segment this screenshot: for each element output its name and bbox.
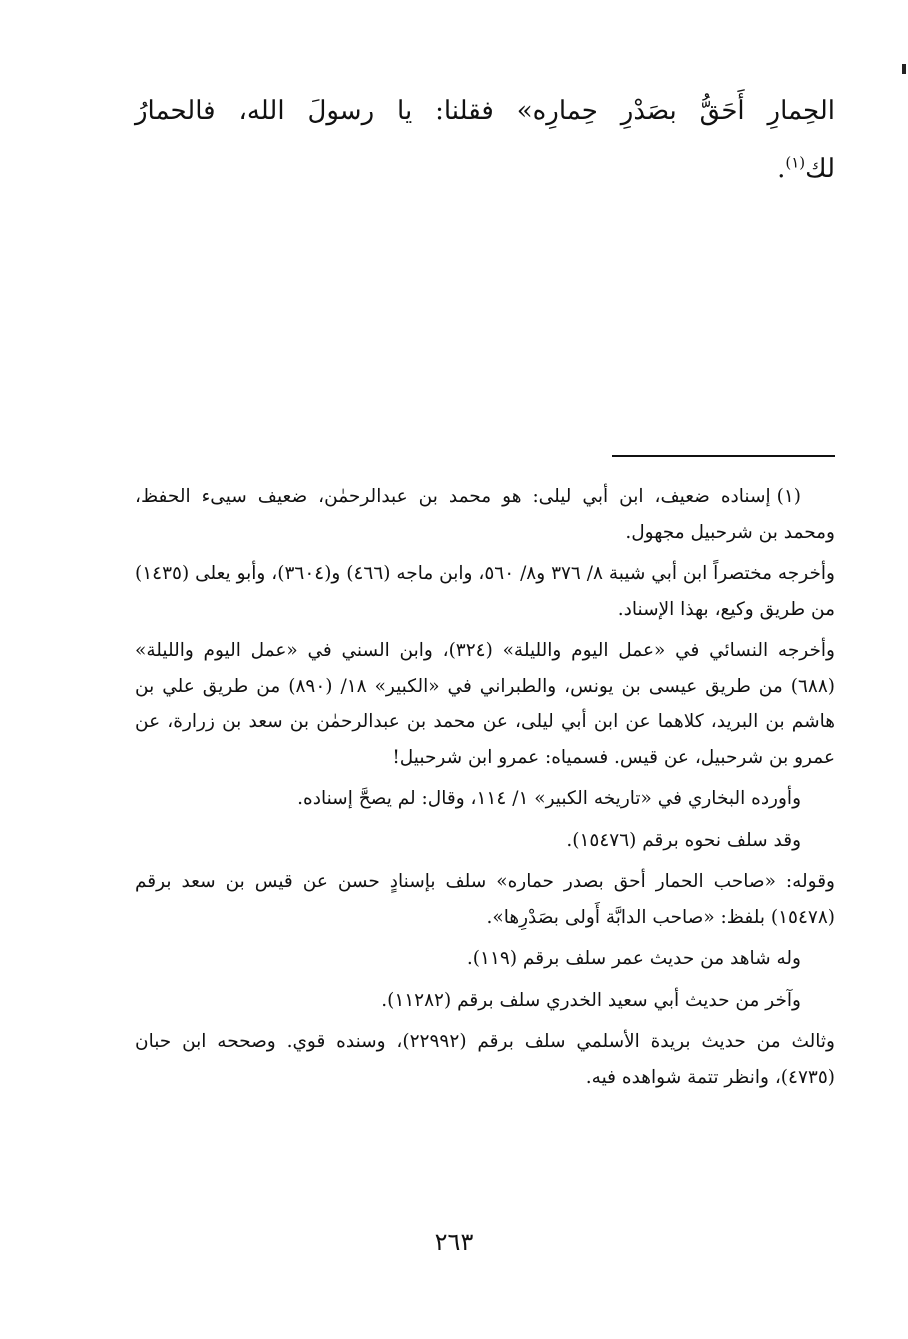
footnote-paragraph: وقوله: «صاحب الحمار أحق بصدر حماره» سلف بإسنادٍ حسن عن قيس بن سعد برقم (١٥٤٧٨) بلفظ: «صاحب الدابَّة أَولى بصَدْرِها». <box>135 871 835 928</box>
footnote-paragraph: وآخر من حديث أبي سعيد الخدري سلف برقم (١١٢٨٢). <box>381 989 801 1011</box>
footnote-paragraph: وقد سلف نحوه برقم (١٥٤٧٦). <box>566 829 801 851</box>
scan-edge-mark <box>902 64 906 74</box>
footnote-paragraph: وله شاهد من حديث عمر سلف برقم (١١٩). <box>466 948 801 969</box>
footnote-number: (١) <box>776 486 801 507</box>
footnote-paragraph: وأخرجه النسائي في «عمل اليوم والليلة» (٣٢٤)، وابن السني في «عمل اليوم والليلة» (٦٨٨) من طريق عيسى بن يونس، والطبراني في «الكبير» ١٨/ (٨٩٠) من طريق علي بن هاشم بن البريد، كلاهما عن ابن أبي ليلى، عن محمد بن عبدالرحمٰن بن سعد بن زرارة، عن عمرو بن شرحبيل، عن قيس. فسمياه: عمرو ابن شرحبيل! <box>135 640 836 768</box>
main-line-2-end: . <box>777 154 786 184</box>
main-line-2 <box>135 140 835 198</box>
footnote-paragraph: وأورده البخاري في «تاريخه الكبير» ١/ ١١٤، وقال: لم يصحَّ إسناده. <box>297 788 801 809</box>
main-line-1: الحِمارِ أَحَقُّ بصَدْرِ حِمارِه» فقلنا: يا رسولَ الله، فالحمارُ <box>135 96 835 126</box>
page-number: ٢٦٣ <box>434 1228 474 1256</box>
footnote-text: إسناده ضعيف، ابن أبي ليلى: هو محمد بن عبدالرحمٰن، ضعيف سيىء الحفظ، ومحمد بن شرحبيل مجهول. <box>135 486 835 543</box>
footnote-reference: (١) <box>785 153 806 172</box>
footnotes <box>135 479 835 1101</box>
main-line-2-text: لك <box>805 154 835 184</box>
footnote-paragraph: وثالث من حديث بريدة الأسلمي سلف برقم (٢٢٩٩٢)، وسنده قوي. وصححه ابن حبان (٤٧٣٥)، وانظر تتمة شواهده فيه. <box>135 1031 835 1088</box>
footnote-paragraph <box>135 479 835 550</box>
footnote-paragraph: وأخرجه مختصراً ابن أبي شيبة ٨/ ٣٧٦ و٨/ ٥٦٠، وابن ماجه (٤٦٦) و(٣٦٠٤)، وأبو يعلى (١٤٣٥) من طريق وكيع، بهذا الإسناد. <box>135 563 835 620</box>
main-text <box>135 82 835 198</box>
footnote-separator <box>612 455 835 457</box>
